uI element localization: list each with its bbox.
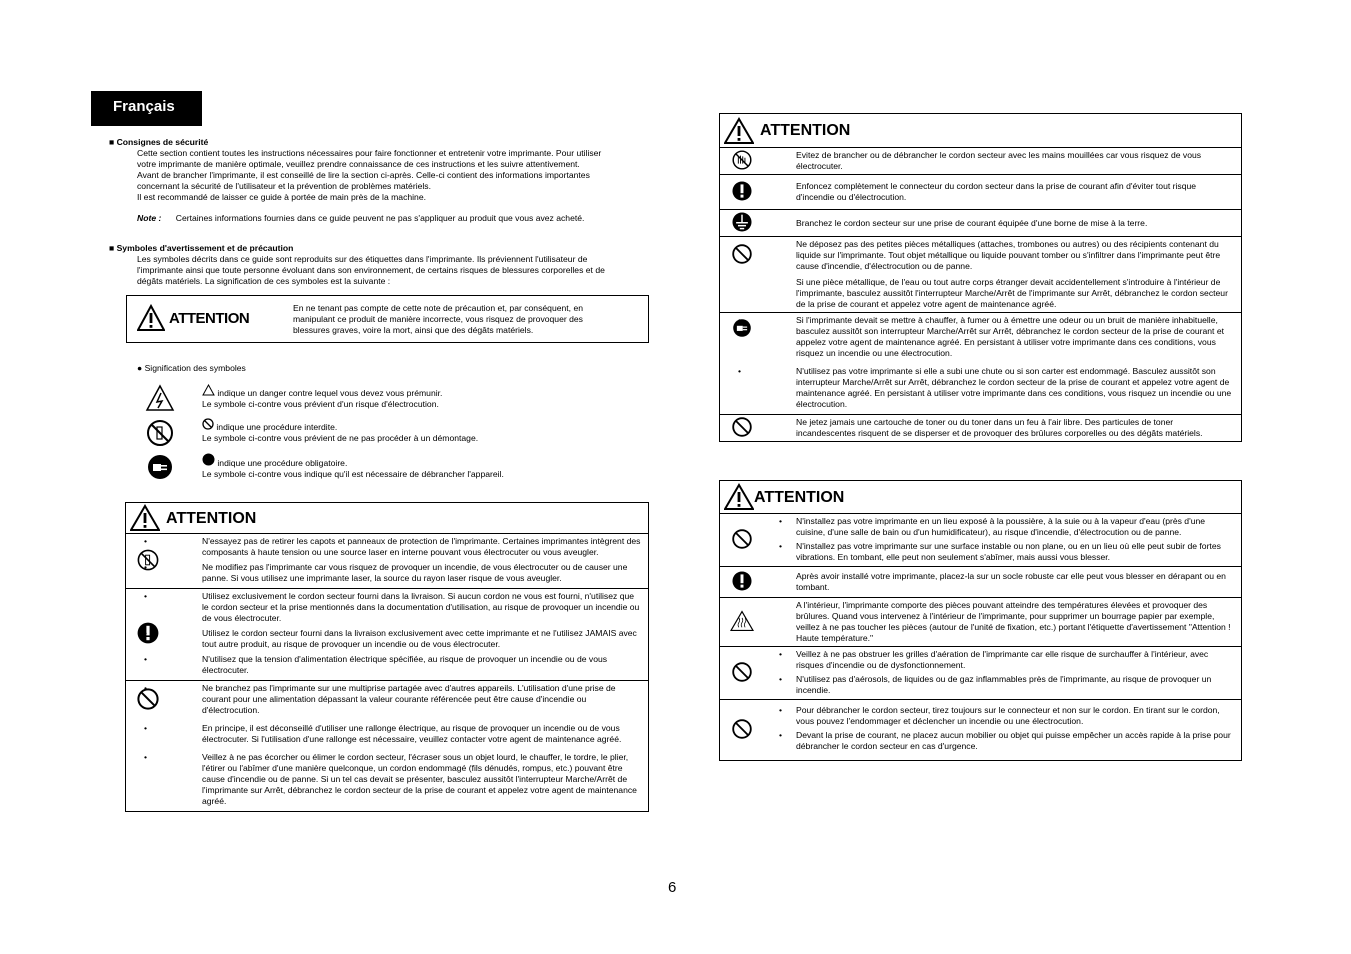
mandatory-icon [731,180,753,202]
row-text: Après avoir installé votre imprimante, placez-la sur un socle robuste car elle peut vous blesser en dérapant ou en tombant. [796,571,1226,592]
consignes-line: Cette section contient toutes les instructions nécessaires pour faire fonctionner et entretenir votre imprimante. Pour utiliser [137,148,602,158]
symboles-line: l'imprimante ainsi que toute personne évoluant dans son environnement, de certains risques de blessures corporelles et de [137,265,605,275]
symboles-line: Les symboles décrits dans ce guide sont reproduits sur des étiquettes dans l'imprimante. Ils préviennent l'utilisateur de [137,254,588,264]
attention-table-right-1 [719,113,1242,442]
row-text: Ne jetez jamais une cartouche de toner ou du toner dans un feu à l'air libre. Des particules de toner incandescentes risquent de se disperser et de provoquer des brûlures corporelles ou des dégâts matériels. [796,417,1203,438]
signification-heading: ● Signification des symboles [137,363,246,373]
list-item: • N'installez pas votre imprimante en un lieu exposé à la poussière, à la suie ou à la vapeur d'eau (près d'une cuisine, d'une salle de bain ou d'un humidificateur), au risque d'incendie, d'électrocution ou de panne. [796,516,1235,538]
row-text: Enfoncez complètement le connecteur du cordon secteur dans la prise de courant afin d'éviter tout risque d'incendie ou d'électrocution. [796,181,1197,202]
prohibited-icon [731,416,753,438]
attention-table-right-2 [719,480,1242,761]
row-text: Evitez de brancher ou de débrancher le cordon secteur avec les mains mouillées car vous risquez de vous électrocuter. [796,150,1202,171]
symbol-item: indique une procédure obligatoire. Le symbole ci-contre vous indique qu'il est nécessaire de débrancher l'appareil. [202,453,504,480]
warning-triangle-icon [724,117,754,145]
list-item: • Utilisez exclusivement le cordon secteur fourni dans la livraison. Si aucun cordon ne vous est fourni, n'utilisez que le cordon secteur et la prise mentionnés dans la documentation d'utilisation, au risque de provoquer un incendie ou de vous électrocuter. [202,591,642,624]
list-item: • N'utilisez pas votre imprimante si elle a subi une chute ou si son carter est endommagé. Basculez aussitôt son interrupteur Marche/Arrêt sur Arrêt, débranchez le cordon secteur de la prise de courant et appelez votre agent de maintenance agréé. En persistant à utiliser votre imprimante dans ces conditions, vous risquez un incendie ou une électrocution. [796,366,1235,410]
no-disassembly-icon [136,548,160,572]
warning-outline-icon [202,384,215,396]
list-item: • Ne modifiez pas l'imprimante car vous risquez de provoquer un incendie, de vous électrocuter ou de causer une panne. Si vous utilisez une imprimante laser, la source du rayon laser risque de vous aveugler. [202,562,642,584]
note [137,213,584,224]
mandatory-icon [731,570,753,592]
list-item: • N'essayez pas de retirer les capots et panneaux de protection de l'imprimante. Certaines imprimantes intègrent des composants à haute tension ou une source laser en interne pouvant vous électrocuter ou vous aveugler. [202,536,642,558]
attention-header: ATTENTION [720,481,1242,514]
symbol-item: indique un danger contre lequel vous devez vous prémunir. Le symbole ci-contre vous prévient d'un risque d'électrocution. [202,384,442,410]
list-item: • Veillez à ne pas obstruer les grilles d'aération de l'imprimante car elle risque de surchauffer à l'intérieur, avec risques d'incendie ou de dysfonctionnement. [796,649,1235,671]
prohibited-icon [731,243,753,265]
row-text: Si une pièce métallique, de l'eau ou tout autre corps étranger devait accidentellement s'introduire à l'intérieur de l'imprimante, basculez aussitôt l'interrupteur Marche/Arrêt de l'imprimante sur Arrêt, débranchez le cordon secteur de la prise de courant et appelez votre agent de maintenance agréé. [796,277,1228,309]
list-item: • Ne branchez pas l'imprimante sur une multiprise partagée avec d'autres appareils. L'utilisation d'une prise de courant pour une alimentation dépassant la valeur courante référencée peut être cause d'incendie ou d'électrocution. [202,683,642,716]
consignes-line: Avant de brancher l'imprimante, il est conseillé de lire la section ci-après. Celle-ci contient des informations importantes [137,170,590,180]
hot-surface-icon [730,610,754,632]
row-text: Branchez le cordon secteur sur une prise de courant équipée d'une borne de mise à la terre. [796,217,1148,228]
attention-header: ATTENTION [126,503,649,534]
list-item: • En principe, il est déconseillé d'utiliser une rallonge électrique, au risque de provoquer un incendie ou de vous électrocuter. Si l'utilisation d'une rallonge est nécessaire, veuillez contacter votre agent de maintenance agréé. [202,723,642,745]
list-item: • Utilisez le cordon secteur fourni dans la livraison exclusivement avec cette imprimante et ne l'utilisez JAMAIS avec tout autre produit, au risque de provoquer un incendie ou de vous électrocuter. [202,628,642,650]
consignes-line: votre imprimante de manière optimale, veuillez prendre connaissance de ces instructions et les suivre attentivement. [137,159,580,169]
list-item: • Devant la prise de courant, ne placez aucun mobilier ou objet qui puisse empêcher un accès rapide à la prise pour débrancher le cordon secteur en cas d'urgence. [796,730,1235,752]
unplug-icon [145,452,175,482]
consignes-line: concernant la sécurité de l'utilisateur et la prévention de problèmes matériels. [137,181,431,191]
symboles-line: dégâts matériels. La signification de ces symboles est la suivante : [137,276,391,286]
electric-shock-icon [145,383,175,413]
ground-icon [731,211,753,233]
language-tab: Français [91,91,202,126]
consignes-line: Il est recommandé de laisser ce guide à portée de main près de la machine. [137,192,427,202]
symbol-item: indique une procédure interdite. Le symbole ci-contre vous prévient de ne pas procéder à un démontage. [202,418,478,444]
attention-table-left [125,502,649,812]
mandatory-icon [136,621,160,645]
note-label: Note : [137,213,162,223]
note-text: Certaines informations fournies dans ce guide peuvent ne pas s'appliquer au produit que vous avez acheté. [175,213,585,223]
list-item: • N'utilisez pas d'aérosols, de liquides ou de gaz inflammables près de l'imprimante, au risque de provoquer un incendie. [796,674,1235,696]
consignes-heading: ■ Consignes de sécurité [109,137,209,147]
prohibited-icon [731,661,753,683]
prohibited-icon [136,687,160,711]
symboles-text [137,254,667,287]
symboles-heading: ■ Symboles d'avertissement et de précaution [109,243,294,253]
prohibited-icon [731,528,753,550]
list-item: • Pour débrancher le cordon secteur, tirez toujours sur le connecteur et non sur le cordon. En tirant sur le cordon, vous pouvez l'endommager et déclencher un incendie ou une électrocution. [796,705,1235,727]
mandatory-small-icon [202,453,215,466]
no-disassembly-icon [145,418,175,448]
list-item: • Si l'imprimante devait se mettre à chauffer, à fumer ou à émettre une odeur ou un bruit de manière inhabituelle, basculez aussitôt son interrupteur Marche/Arrêt sur Arrêt, débranchez le cordon secteur de la prise de courant et appelez votre agent de maintenance agréé. En persistant à utiliser votre imprimante dans ces conditions, vous risquez un incendie ou une électrocution. [796,315,1235,359]
prohibited-small-icon [202,418,214,430]
page-number: 6 [668,879,677,896]
list-item: • N'installez pas votre imprimante sur une surface instable ou non plane, ou en un lieu où elle peut subir de fortes vibrations. En tombant, elle peut non seulement s'abîmer, mais aussi vous blesser. [796,541,1235,563]
row-text: A l'intérieur, l'imprimante comporte des pièces pouvant atteindre des températures élevées et provoquer des brûlures. Quand vous intervenez à l'intérieur de l'imprimante, pour supprimer un bourrage papier par exemple, veillez à ne pas toucher les pièces (autour de l'unité de fixation, etc.) portant l'étiquette d'avertissement "Attention ! Haute température." [796,600,1231,643]
wet-hands-icon [731,149,753,171]
warning-triangle-icon [130,504,160,532]
list-item: • N'utilisez que la tension d'alimentation électrique spécifiée, au risque de provoquer un incendie ou de vous électrocuter. [202,654,642,676]
warning-triangle-icon [137,304,165,332]
attention-label: ATTENTION [137,304,249,332]
consignes-text [137,148,667,203]
attention-header: ATTENTION [720,114,1242,148]
row-text: Ne déposez pas des petites pièces métalliques (attaches, trombones ou autres) ou des récipients contenant du liquide sur l'imprimante. Tout objet métallique ou liquide pouvant tomber ou s'infiltrer dans l'imprimante peut être cause d'incendie, d'électrocution ou de panne. [796,239,1221,271]
prohibited-icon [731,718,753,740]
list-item: • Veillez à ne pas écorcher ou élimer le cordon secteur, l'écraser sous un objet lourd, le chauffer, le tordre, le plier, l'étirer ou l'abîmer d'une manière quelconque, un cordon endommagé (fils dénudés, rompus, etc.) pouvant être cause d'incendie ou de panne. Si un tel cas devait se présenter, basculez aussitôt l'interrupteur Marche/Arrêt de l'imprimante sur Arrêt, débranchez le cordon secteur de la prise de courant et appelez votre agent de maintenance agréé. [202,752,642,807]
attention-note-box [126,295,649,343]
unplug-icon [731,317,753,339]
warning-triangle-icon [724,483,754,511]
attention-note-text: En ne tenant pas compte de cette note de précaution et, par conséquent, en manipulant ce produit de manière incorrecte, vous risquez de provoquer des blessures graves, voire la mort, ainsi que des dégâts matériels. [293,303,584,335]
